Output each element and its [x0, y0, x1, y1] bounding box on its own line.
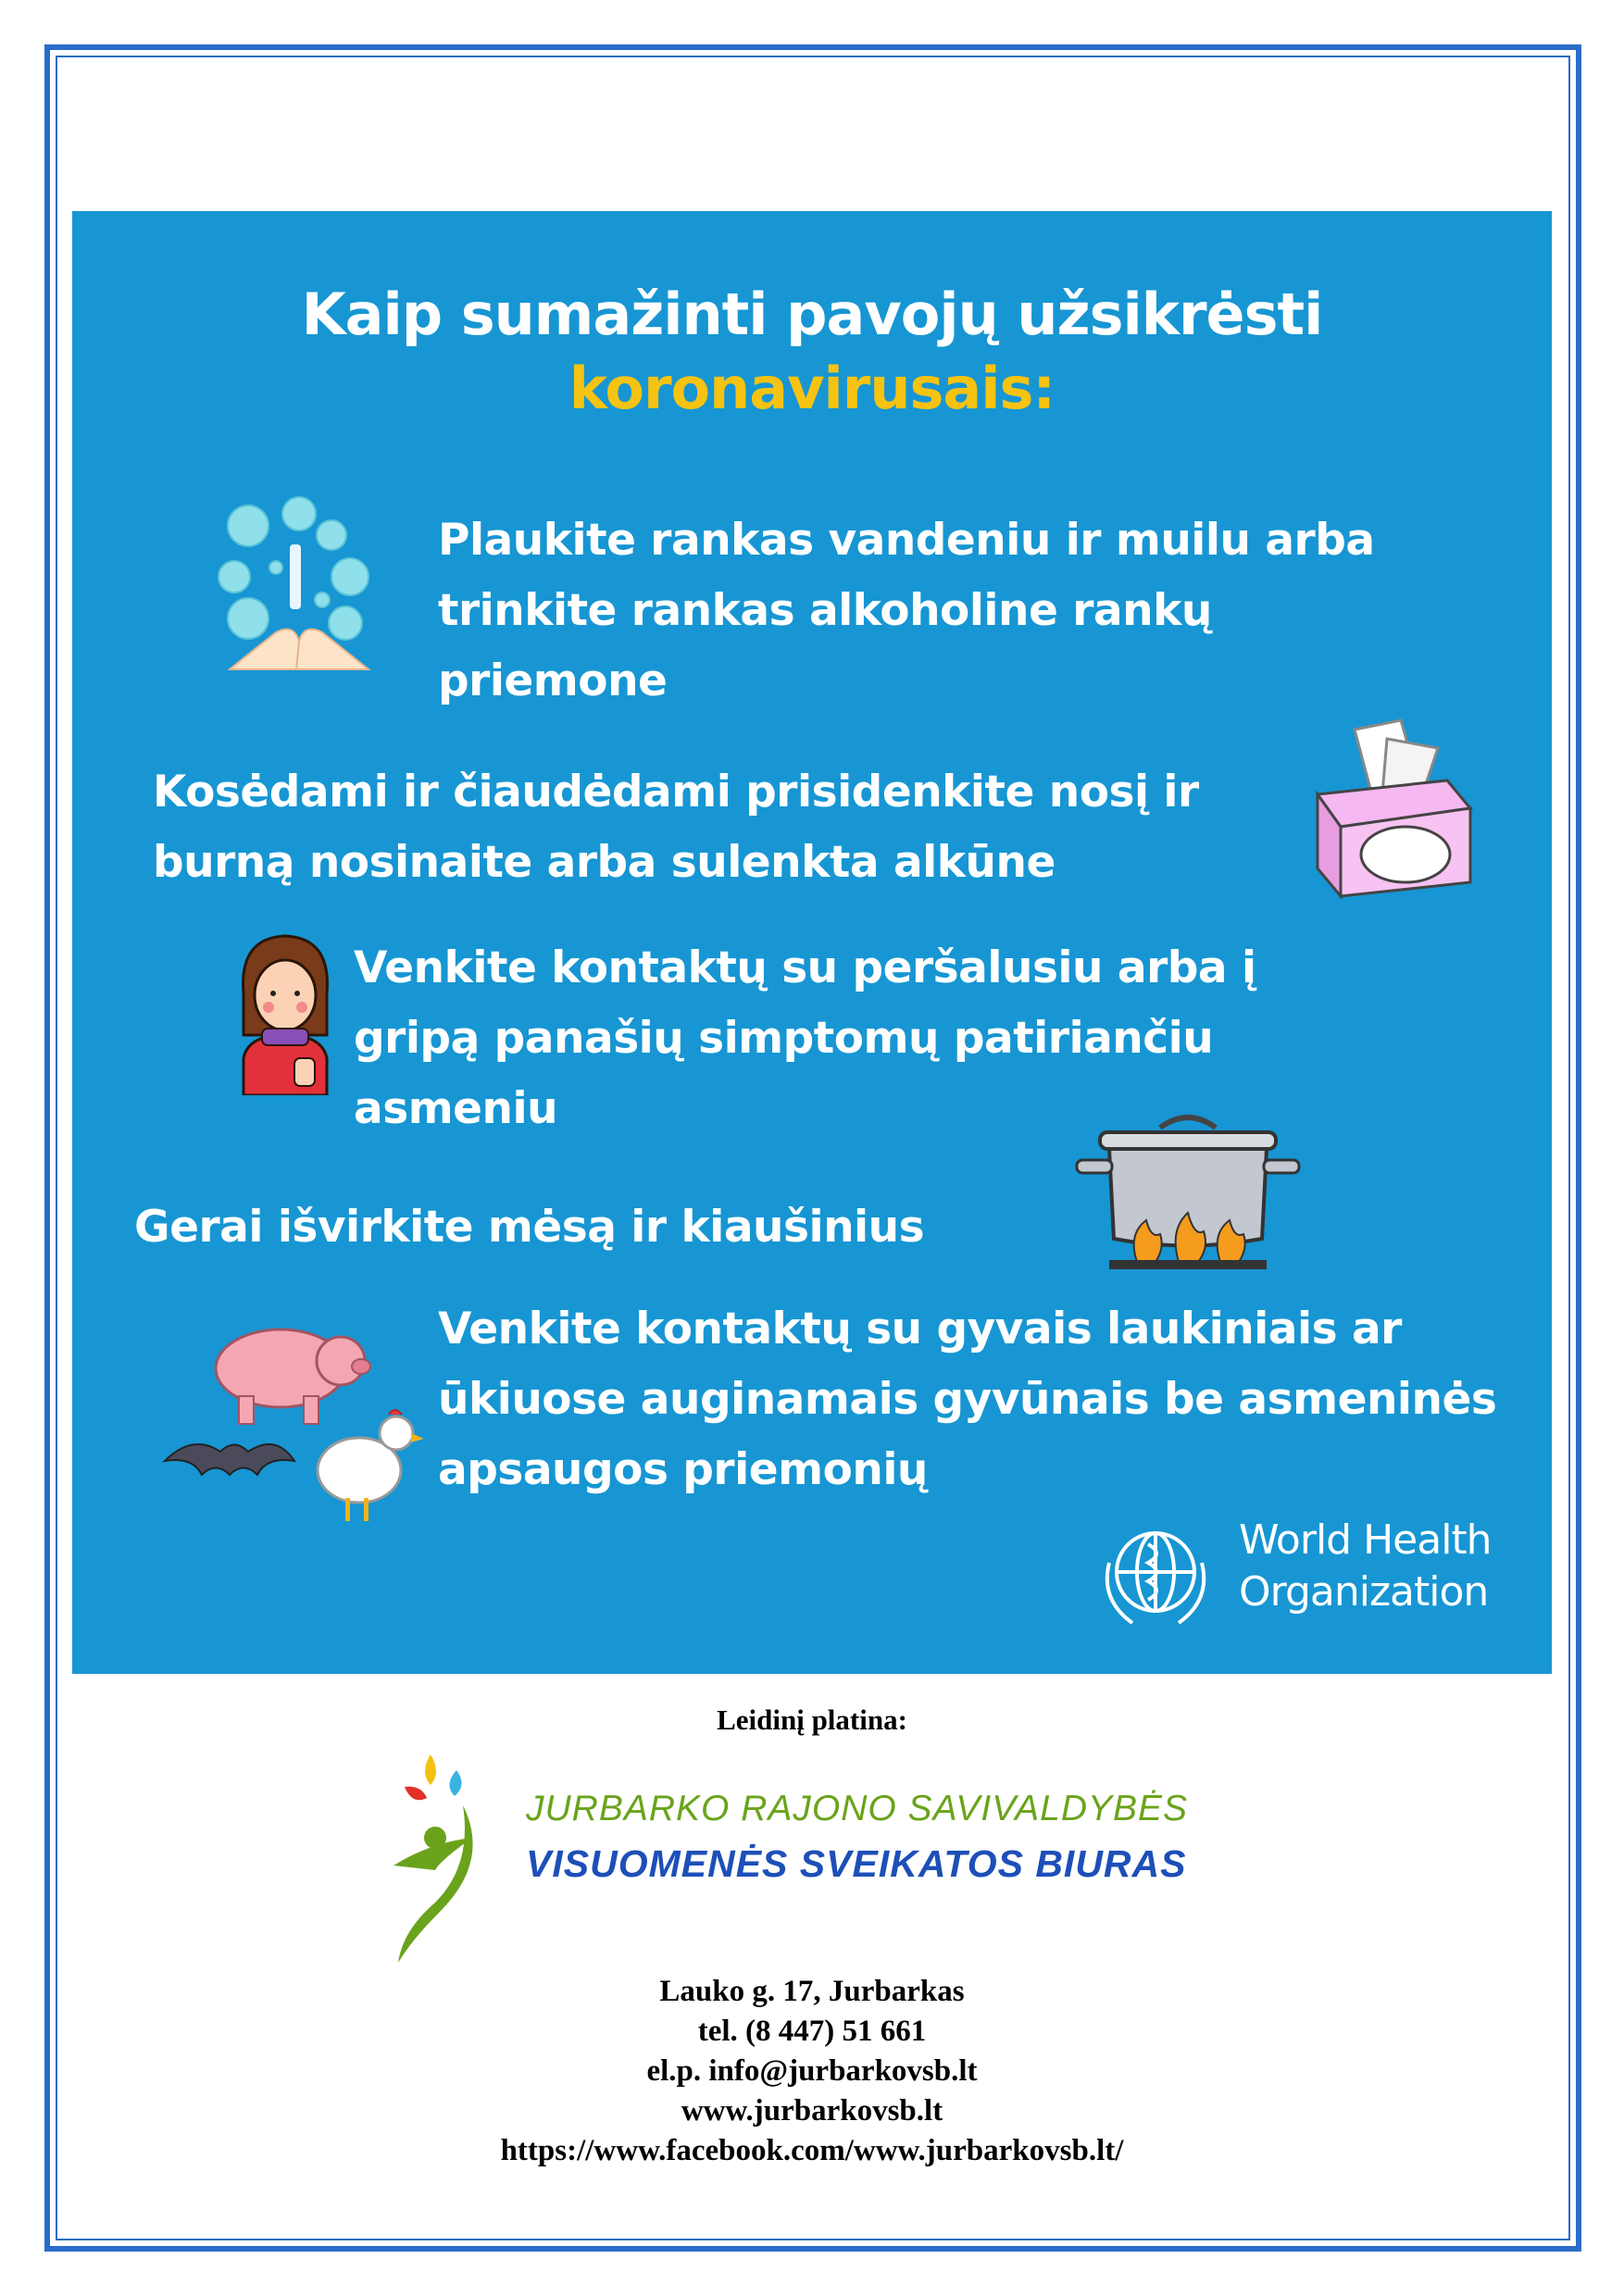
contact-website: www.jurbarkovsb.lt	[681, 2094, 943, 2128]
tissue-box-icon	[1299, 711, 1484, 905]
who-text	[1239, 1515, 1492, 1618]
contact-email: el.p. info@jurbarkovsb.lt	[646, 2054, 978, 2088]
handwashing-icon	[211, 493, 387, 688]
poster-title-line1: Kaip sumažinti pavojų užsikrėsti	[301, 281, 1323, 348]
tip-cover-mouth: Kosėdami ir čiaudėdami prisidenkite nosį ir burną nosinaite arba sulenkta alkūne	[153, 767, 1199, 888]
poster-title-line2: koronavirusais:	[568, 355, 1056, 422]
sick-person-icon	[230, 929, 341, 1095]
animals-icon	[156, 1313, 433, 1526]
tip-cook-thoroughly: Gerai išvirkite mėsą ir kiaušinius	[134, 1202, 925, 1253]
tip-avoid-animals: Venkite kontaktų su gyvais laukiniais ar ūkiuose auginamais gyvūnais be asmeninės apsaugos priemonių	[438, 1304, 1497, 1495]
org-name-line2: VISUOMENĖS SVEIKATOS BIURAS	[526, 1842, 1187, 1885]
who-logo	[1091, 1507, 1526, 1637]
cooking-pot-icon	[1072, 1109, 1304, 1276]
org-logo-icon	[384, 1750, 495, 1967]
contact-phone: tel. (8 447) 51 661	[697, 2015, 927, 2048]
who-text-line1: World Health	[1239, 1516, 1492, 1564]
tip-wash-hands: Plaukite rankas vandeniu ir muilu arba trinkite rankas alkoholine rankų priemone	[438, 515, 1375, 706]
who-text-line2: Organization	[1239, 1568, 1489, 1616]
contact-address: Lauko g. 17, Jurbarkas	[659, 1975, 965, 2008]
org-name-line1: JURBARKO RAJONO SAVIVALDYBĖS	[526, 1789, 1189, 1828]
poster-title	[72, 278, 1552, 426]
contact-info	[0, 1972, 1624, 2171]
distributor-label: Leidinį platina:	[717, 1703, 907, 1736]
coronavirus-poster	[72, 211, 1552, 1674]
who-emblem-icon	[1091, 1507, 1220, 1637]
tip-avoid-sick-contact: Venkite kontaktų su peršalusiu arba į gripą panašių simptomų patiriančiu asmeniu	[354, 942, 1256, 1134]
contact-facebook: https://www.facebook.com/www.jurbarkovsb.lt/	[500, 2134, 1124, 2167]
